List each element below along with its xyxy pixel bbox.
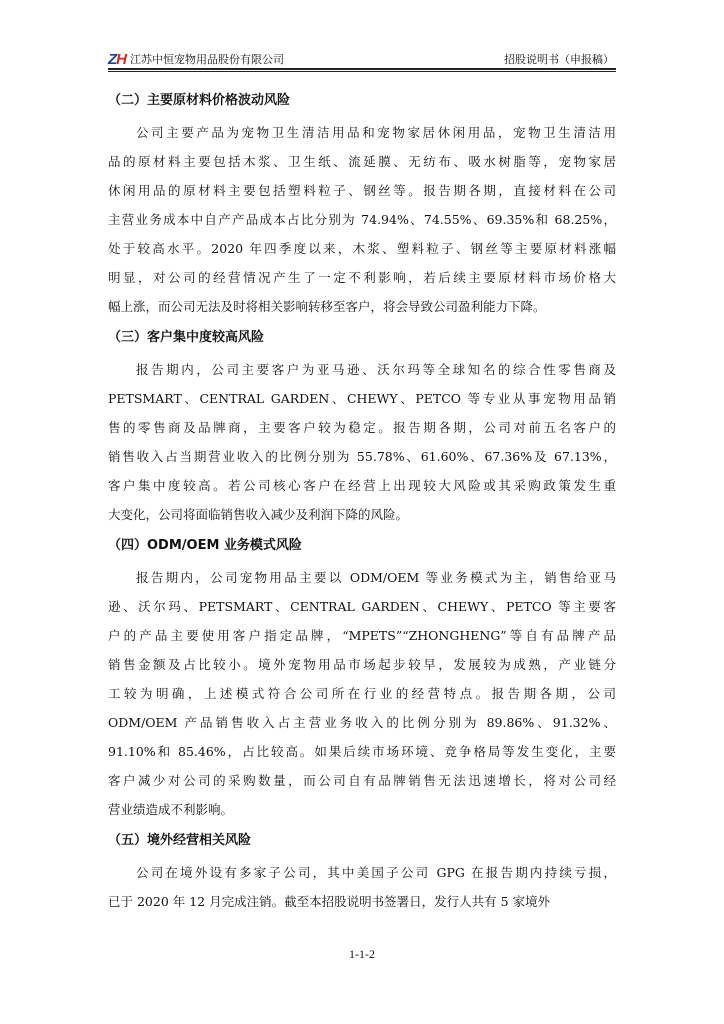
- text-line: PETSMART、CENTRAL GARDEN、CHEWY、PETCO 等专业从事宠物用品销: [108, 391, 616, 406]
- paragraph: [108, 355, 616, 529]
- company-name: 江苏中恒宠物用品股份有限公司: [130, 53, 284, 66]
- text-line: 报告期内，公司宠物用品主要以 ODM/OEM 等业务模式为主，销售给亚马: [136, 570, 616, 585]
- text-line: 营业绩造成不利影响。: [108, 802, 234, 817]
- text-line: 休闲用品的原材料主要包括塑料粒子、钢丝等。报告期各期，直接材料在公司: [108, 183, 616, 198]
- paragraph: [108, 858, 616, 916]
- text-line: 品的原材料主要包括木浆、卫生纸、流延膜、无纺布、吸水树脂等，宠物家居: [108, 154, 616, 169]
- section-heading: （四）ODM/OEM 业务模式风险: [108, 538, 302, 553]
- text-line: 销售金额及占比较小。境外宠物用品市场起步较早，发展较为成熟，产业链分: [108, 657, 616, 672]
- paragraph: [108, 563, 616, 824]
- text-line: 客户集中度较高。若公司核心客户在经营上出现较大风险或其采购政策发生重: [108, 478, 616, 493]
- document-body: [108, 84, 616, 916]
- text-line: 处于较高水平。2020 年四季度以来，木浆、塑料粒子、钢丝等主要原材料涨幅: [108, 241, 616, 256]
- text-line: ODM/OEM 产品销售收入占主营业务收入的比例分别为 89.86%、91.32%、: [108, 715, 616, 730]
- header-rule-thin: [108, 71, 616, 72]
- document-title: 招股说明书（申报稿）: [504, 53, 614, 66]
- page-number: 1-1-2: [349, 947, 375, 961]
- section-heading: （二）主要原材料价格波动风险: [108, 93, 291, 108]
- text-line: 主营业务成本中自产产品成本占比分别为 74.94%、74.55%、69.35%和 68.25%，: [108, 212, 616, 227]
- text-line: 大变化，公司将面临销售收入减少及利润下降的风险。: [108, 507, 409, 522]
- text-line: 销售收入占当期营业收入的比例分别为 55.78%、61.60%、67.36%及 67.13%，: [108, 449, 616, 464]
- section-heading: （五）境外经营相关风险: [108, 833, 252, 848]
- text-line: 91.10%和 85.46%，占比较高。如果后续市场环境、竞争格局等发生变化，主要: [108, 744, 616, 759]
- text-line: 公司主要产品为宠物卫生清洁用品和宠物家居休闲用品，宠物卫生清洁用: [136, 125, 616, 140]
- text-line: 公司在境外设有多家子公司，其中美国子公司 GPG 在报告期内持续亏损，: [136, 865, 616, 880]
- paragraph: [108, 118, 616, 321]
- text-line: 逊、沃尔玛、PETSMART、CENTRAL GARDEN、CHEWY、PETCO 等主要客: [108, 599, 616, 614]
- header-rule: [108, 68, 616, 70]
- company-logo: ZH: [108, 51, 127, 68]
- text-line: 客户减少对公司的采购数量，而公司自有品牌销售无法迅速增长，将对公司经: [108, 773, 616, 788]
- text-line: 报告期内，公司主要客户为亚马逊、沃尔玛等全球知名的综合性零售商及: [136, 362, 616, 377]
- page-header: [108, 50, 616, 70]
- text-line: 已于 2020 年 12 月完成注销。截至本招股说明书签署日，发行人共有 5 家境外: [108, 894, 551, 909]
- text-line: 明显，对公司的经营情况产生了一定不利影响，若后续主要原材料市场价格大: [108, 270, 616, 285]
- text-line: 售的零售商及品牌商，主要客户较为稳定。报告期各期，公司对前五名客户的: [108, 420, 616, 435]
- text-line: 幅上涨，而公司无法及时将相关影响转移至客户，将会导致公司盈利能力下降。: [108, 299, 546, 314]
- text-line: 户的产品主要使用客户指定品牌，“MPETS”“ZHONGHENG”等自有品牌产品: [108, 628, 616, 643]
- text-line: 工较为明确，上述模式符合公司所在行业的经营特点。报告期各期，公司: [108, 686, 616, 701]
- section-heading: （三）客户集中度较高风险: [108, 330, 265, 345]
